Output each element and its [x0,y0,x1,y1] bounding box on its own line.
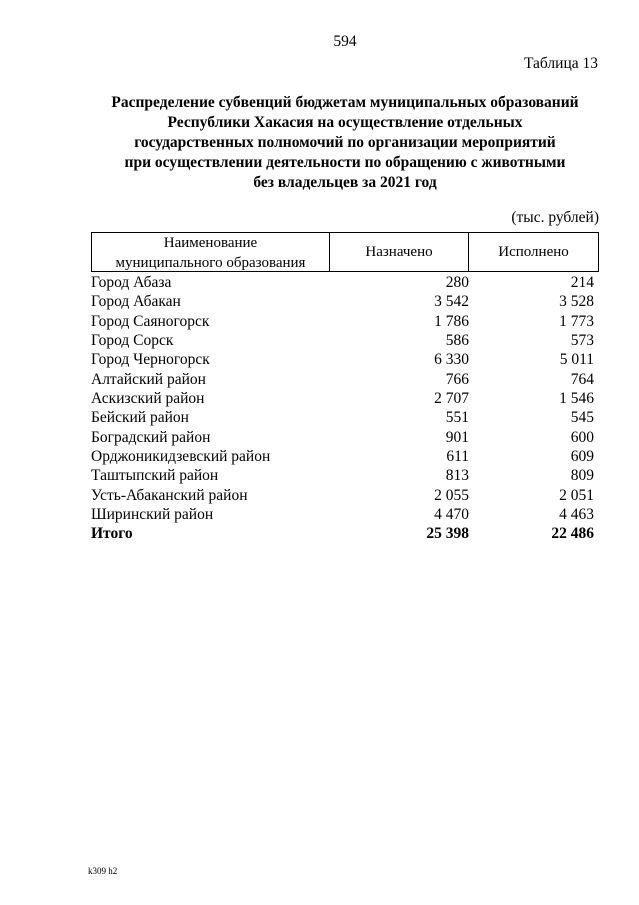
assigned-value: 2 707 [434,390,469,408]
assigned-value: 551 [445,409,469,427]
total-assigned-value: 25 398 [426,525,469,543]
executed-value: 2 051 [559,486,594,504]
executed-value: 545 [570,409,594,427]
title-line: при осуществлении деятельности по обращению с животными [124,154,566,171]
title-line: Республики Хакасия на осуществление отдельных [167,114,523,131]
assigned-value: 2 055 [434,486,469,504]
header-name-line: Наименование [163,235,258,251]
total-executed-value: 22 486 [551,525,594,543]
municipality-name: Аскизский район [91,390,205,408]
assigned-value: 766 [445,370,469,388]
assigned-value: 280 [445,274,469,291]
assigned-value: 611 [446,448,469,466]
assigned-value: 6 330 [434,351,469,369]
table-row [91,273,599,292]
header-name-line: муниципального образования [115,255,306,271]
assigned-value: 3 542 [434,293,469,311]
executed-value: 214 [570,274,594,291]
assigned-value: 4 470 [434,506,469,524]
municipality-name: Город Саяногорск [91,312,210,330]
title-line: государственных полномочий по организации мероприятий [134,134,556,151]
header-name-column [92,233,330,271]
page-number: 594 [333,33,357,50]
header-executed-column [469,233,598,271]
header-assigned-label: Назначено [365,243,433,260]
municipality-name: Город Абакан [91,293,181,311]
table-row [91,312,599,331]
total-row [91,524,599,543]
table-row [91,428,599,447]
table-row [91,350,599,369]
municipality-name: Город Абаза [91,274,172,291]
header-executed-label: Исполнено [498,243,569,260]
table-row [91,331,599,350]
municipality-name: Орджоникидзевский район [91,448,271,466]
executed-value: 5 011 [559,351,594,369]
assigned-value: 586 [445,332,469,350]
municipality-name: Ширинский район [91,506,214,524]
table-row [91,466,599,485]
table-row [91,486,599,505]
executed-value: 1 773 [559,312,594,330]
footer-code: k309 h2 [88,866,118,876]
assigned-value: 813 [445,467,469,485]
executed-value: 1 546 [559,390,594,408]
executed-value: 600 [570,428,594,446]
municipality-name: Таштыпский район [91,467,219,485]
table-row [91,408,599,427]
executed-value: 4 463 [559,506,594,524]
municipality-name: Боградский район [91,428,211,446]
title-line: Распределение субвенций бюджетам муниципальных образований [111,94,579,111]
title-line: без владельцев за 2021 год [253,174,437,191]
municipality-name: Город Сорск [91,332,174,350]
table-label: Таблица 13 [523,55,598,72]
executed-value: 609 [570,448,594,466]
assigned-value: 1 786 [434,312,469,330]
municipality-name: Усть-Абаканский район [91,486,248,504]
table-row [91,370,599,389]
document-title [71,93,619,193]
municipality-name: Бейский район [91,409,189,427]
page-content [91,0,599,905]
table-row [91,389,599,408]
table-row [91,505,599,524]
municipality-name: Город Черногорск [91,351,210,369]
executed-value: 573 [570,332,594,350]
header-assigned-column [330,233,469,271]
executed-value: 3 528 [559,293,594,311]
executed-value: 764 [570,370,594,388]
table-body [91,273,599,544]
total-label: Итого [91,525,133,543]
table-row [91,447,599,466]
assigned-value: 901 [445,428,469,446]
executed-value: 809 [570,467,594,485]
municipality-name: Алтайский район [91,370,206,388]
table-header [91,232,599,272]
table-row [91,292,599,311]
units-note: (тыс. рублей) [511,209,599,226]
